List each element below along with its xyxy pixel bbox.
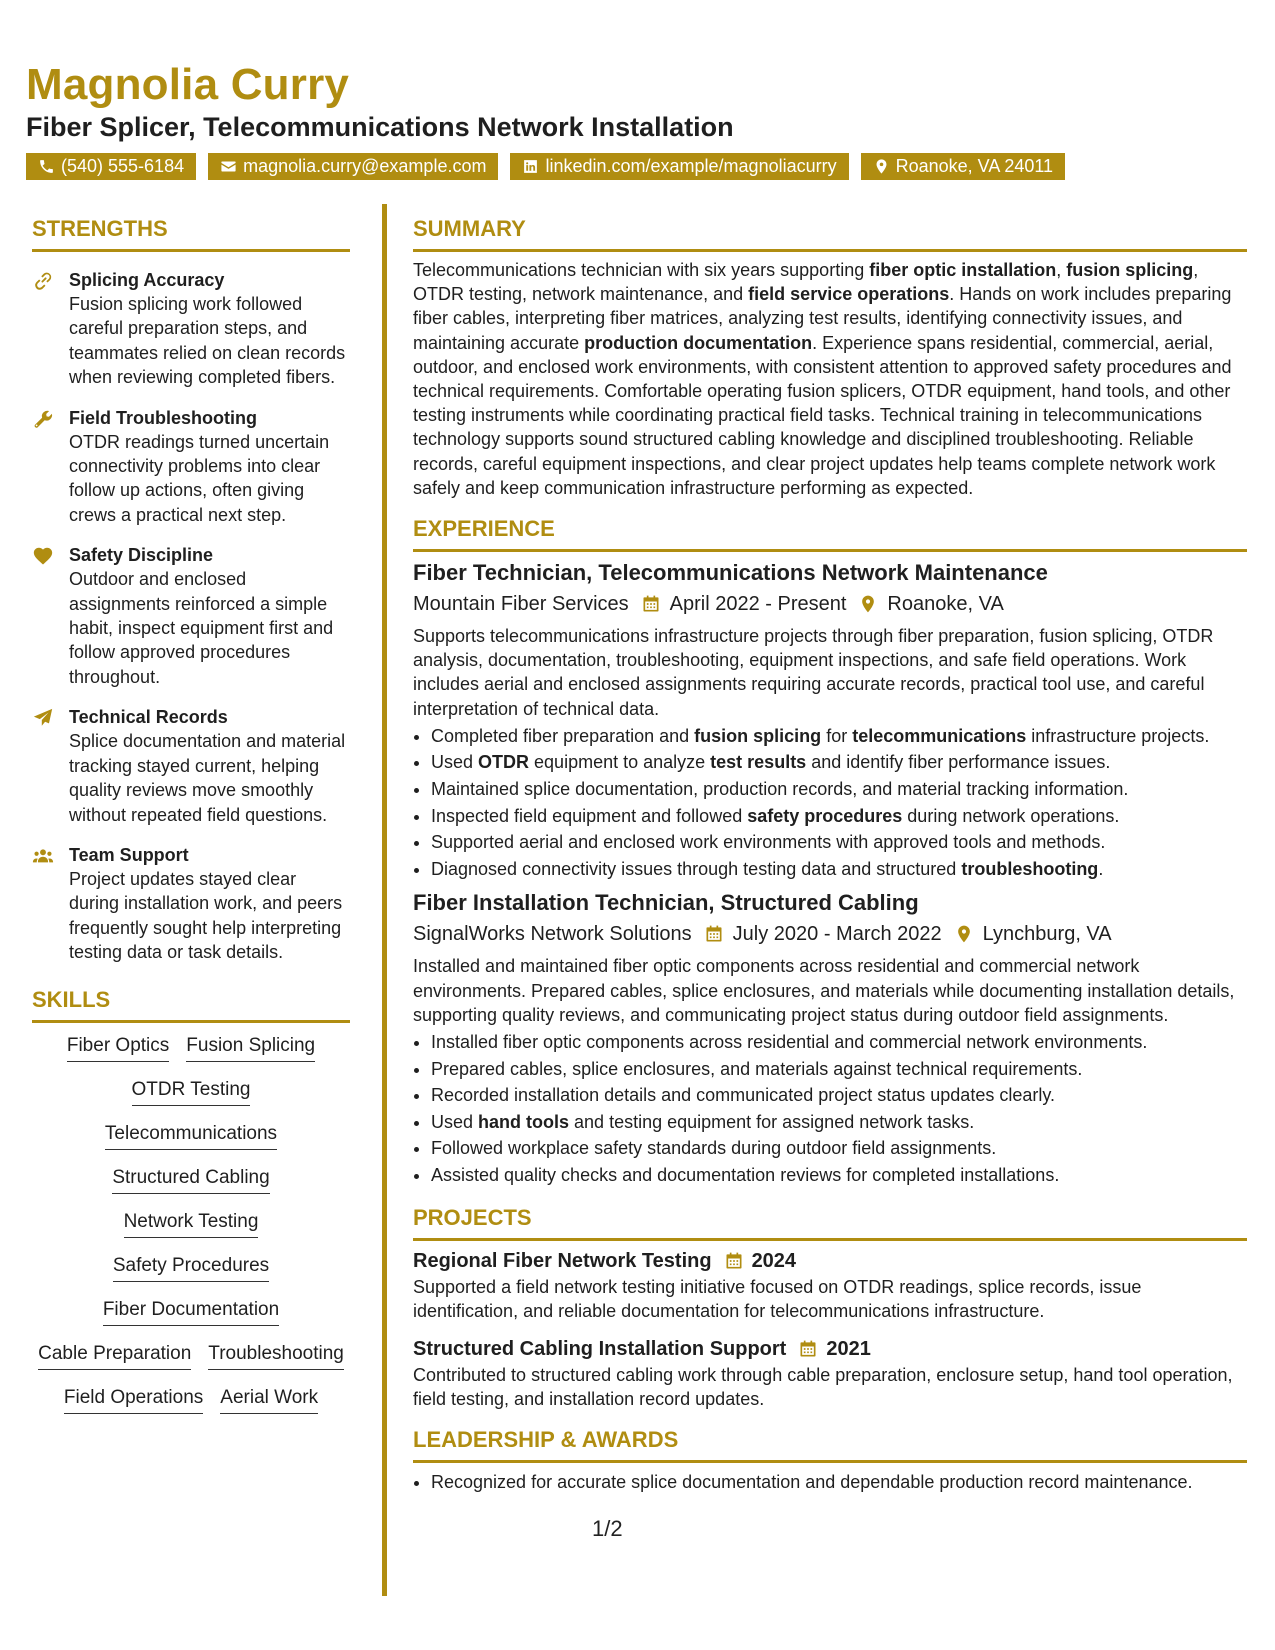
skills-section: [32, 985, 350, 1429]
skill-tag: Network Testing: [124, 1209, 259, 1238]
job-bullet: • Supported aerial and enclosed work environments with approved tools and methods.: [431, 829, 1247, 856]
left-column: [32, 214, 350, 1429]
strength-desc: Outdoor and enclosed assignments reinforced a simple habit, inspect equipment first and follow approved procedures throughout.: [69, 569, 334, 687]
project-title: Regional Fiber Network Testing: [413, 1249, 712, 1272]
resume-header: [26, 60, 1246, 180]
skill-tag: Telecommunications: [105, 1121, 277, 1150]
contact-location: [861, 153, 1065, 180]
bold-phrase: fusion splicing: [1066, 260, 1194, 280]
strengths-heading: STRENGTHS: [32, 216, 168, 241]
strengths-section: [32, 214, 350, 965]
phone-icon: [38, 158, 55, 175]
location-pin-icon: [954, 924, 974, 944]
bold-phrase: fiber optic installation: [869, 260, 1057, 280]
experience-heading: EXPERIENCE: [413, 516, 555, 542]
leadership-heading: LEADERSHIP & AWARDS: [413, 1427, 679, 1453]
job-bullet: • Used OTDR equipment to analyze test results and identify fiber performance issues.: [431, 749, 1247, 776]
contact-location-text: Roanoke, VA 24011: [895, 156, 1054, 176]
strength-title: Technical Records: [69, 707, 228, 728]
job-company: SignalWorks Network Solutions: [413, 923, 692, 946]
skill-tag: Troubleshooting: [208, 1341, 344, 1370]
skill-tag: Aerial Work: [220, 1385, 318, 1414]
strength-item: [32, 268, 350, 390]
page-number: 1/2: [592, 1516, 623, 1541]
calendar-icon: [724, 1251, 744, 1271]
bold-phrase: fusion splicing: [694, 725, 822, 746]
projects-heading: PROJECTS: [413, 1204, 532, 1230]
leadership-section: [413, 1425, 1247, 1496]
strength-desc: OTDR readings turned uncertain connectivity problems into clear follow up actions, often giving crews a practical next step.: [69, 431, 330, 525]
bold-phrase: telecommunications: [852, 725, 1027, 746]
strength-title: Field Troubleshooting: [69, 407, 257, 428]
job-bullet: • Installed fiber optic components across residential and commercial network environments.: [431, 1029, 1247, 1056]
job-location: Lynchburg, VA: [982, 923, 1112, 946]
strength-item: [32, 406, 350, 528]
link-icon: [32, 270, 54, 292]
job-description: Supports telecommunications infrastructure projects through fiber preparation, fusion splicing, OTDR analysis, documentation, troubleshooting, equipment inspections, and safe field operations. Work includes aerial and enclosed assignments requiring accurate records, practical tool use, and careful interpretation of technical data.: [413, 626, 1214, 719]
users-icon: [32, 845, 54, 867]
strength-item: [32, 705, 350, 827]
project-description: Contributed to structured cabling work through cable preparation, enclosure setup, hand tool operation, field testing, and installation record updates.: [413, 1364, 1233, 1410]
heart-icon: [32, 545, 54, 567]
bold-phrase: troubleshooting: [961, 858, 1099, 879]
column-divider: [382, 204, 387, 1596]
section-rule: [413, 1238, 1247, 1241]
projects-section: [413, 1203, 1247, 1412]
strength-title: Safety Discipline: [69, 545, 214, 566]
calendar-icon: [641, 594, 661, 614]
job-entry: [413, 558, 1247, 882]
section-rule: [32, 1020, 350, 1023]
right-column: [413, 214, 1247, 1496]
job-bullet: • Followed workplace safety standards during outdoor field assignments.: [431, 1135, 1247, 1162]
contact-email[interactable]: [208, 153, 498, 180]
paper-plane-icon: [32, 707, 54, 729]
contact-bar: [26, 153, 1246, 180]
job-title: Fiber Installation Technician, Structured Cabling: [413, 890, 919, 916]
skill-tag: Fusion Splicing: [186, 1033, 315, 1062]
strength-desc: Project updates stayed clear during installation work, and peers frequently sought help interpreting testing data or task details.: [69, 868, 343, 963]
leadership-list: [413, 1469, 1247, 1496]
project-entry: [413, 1335, 1247, 1411]
section-rule: [413, 249, 1247, 252]
project-title-row: [413, 1247, 1247, 1275]
project-description: Supported a field network testing initiative focused on OTDR readings, splice records, issue identification, and reliable documentation for telecommunications infrastructure.: [413, 1276, 1142, 1321]
job-meta: [413, 590, 1247, 618]
bold-phrase: safety procedures: [747, 805, 903, 826]
strength-item: [32, 843, 350, 965]
skills-list: [32, 1033, 350, 1429]
project-year: 2024: [751, 1249, 797, 1272]
bold-phrase: OTDR: [478, 752, 530, 773]
strength-title: Team Support: [69, 844, 189, 865]
job-title: Fiber Technician, Telecommunications Network Maintenance: [413, 560, 1048, 586]
job-bullet: • Maintained splice documentation, production records, and material tracking information.: [431, 776, 1247, 803]
bold-phrase: hand tools: [478, 1111, 570, 1132]
contact-phone-text: (540) 555-6184: [61, 156, 185, 176]
project-entry: [413, 1247, 1247, 1323]
job-company: Mountain Fiber Services: [413, 593, 629, 616]
job-bullet: • Completed fiber preparation and fusion splicing for telecommunications infrastructure projects.: [431, 723, 1247, 750]
summary-heading: SUMMARY: [413, 216, 526, 241]
section-rule: [32, 249, 350, 252]
contact-linkedin[interactable]: [510, 153, 848, 180]
strength-item: [32, 543, 350, 689]
skill-tag: Field Operations: [64, 1385, 203, 1414]
skill-tag: Fiber Documentation: [103, 1297, 279, 1326]
envelope-icon: [220, 158, 237, 175]
skills-heading: SKILLS: [32, 986, 111, 1012]
experience-section: [413, 514, 1247, 1189]
project-title-row: [413, 1335, 1247, 1363]
skill-tag: OTDR Testing: [132, 1077, 251, 1106]
candidate-name: Magnolia Curry: [26, 60, 350, 109]
job-bullet: • Recorded installation details and communicated project status updates clearly.: [431, 1082, 1247, 1109]
job-description: Installed and maintained fiber optic components across residential and commercial network environments. Prepared cables, splice enclosures, and materials while documenting installation details, supporting quality reviews, and communicating project status during outdoor field assignments.: [413, 956, 1235, 1025]
location-pin-icon: [858, 594, 878, 614]
bold-phrase: test results: [710, 752, 807, 773]
project-title: Structured Cabling Installation Support: [413, 1337, 787, 1360]
strength-desc: Fusion splicing work followed careful preparation steps, and teammates relied on clean records when reviewing completed fibers.: [69, 294, 346, 388]
job-bullet: • Used hand tools and testing equipment for assigned network tasks.: [431, 1109, 1247, 1136]
summary-section: [413, 214, 1247, 500]
calendar-icon: [704, 924, 724, 944]
calendar-icon: [798, 1339, 818, 1359]
location-pin-icon: [873, 158, 890, 175]
skill-tag: Structured Cabling: [112, 1165, 269, 1194]
section-rule: [413, 1460, 1247, 1463]
bold-phrase: field service operations: [748, 284, 950, 305]
job-bullet: • Diagnosed connectivity issues through testing data and structured troubleshooting.: [431, 856, 1247, 883]
job-meta: [413, 920, 1247, 948]
leadership-item: • Recognized for accurate splice documentation and dependable production record maintenance.: [431, 1469, 1247, 1496]
job-location: Roanoke, VA: [887, 593, 1004, 616]
skill-tag: Fiber Optics: [67, 1033, 169, 1062]
wrench-icon: [32, 408, 54, 430]
job-bullets: [413, 1029, 1247, 1189]
linkedin-icon: [522, 158, 539, 175]
job-bullet: • Inspected field equipment and followed safety procedures during network operations.: [431, 803, 1247, 830]
job-bullets: [413, 723, 1247, 883]
job-entry: [413, 888, 1247, 1188]
job-dates: April 2022 - Present: [669, 593, 847, 616]
strength-title: Splicing Accuracy: [69, 270, 225, 290]
contact-phone[interactable]: [26, 153, 196, 180]
section-rule: [413, 549, 1247, 552]
contact-email-text: magnolia.curry@example.com: [243, 156, 487, 176]
skill-tag: Safety Procedures: [113, 1253, 269, 1282]
job-bullet: • Prepared cables, splice enclosures, and materials against technical requirements.: [431, 1056, 1247, 1083]
job-bullet: • Assisted quality checks and documentation reviews for completed installations.: [431, 1162, 1247, 1189]
skill-tag: Cable Preparation: [38, 1341, 191, 1370]
summary-text: Telecommunications technician with six years supporting fiber optic installation, fusion splicing, OTDR testing, network maintenance, and field service operations. Hands on work includes preparing fiber cables, interpreting fiber matrices, analyzing test results, identifying connectivity issues, and maintaining accurate production documentation. Experience spans residential, commercial, aerial, outdoor, and enclosed work environments, with consistent attention to approved safety procedures and technical requirements. Comfortable operating fusion splicers, OTDR equipment, hand tools, and other testing instruments while coordinating practical field tasks. Technical training in telecommunications technology supports sound structured cabling knowledge and disciplined troubleshooting. Reliable records, careful equipment inspections, and clear project updates help teams complete network work safely and keep communication infrastructure performing as expected.: [413, 260, 1232, 498]
candidate-title: Fiber Splicer, Telecommunications Network Installation: [26, 112, 734, 142]
strength-desc: Splice documentation and material tracking stayed current, helping quality reviews move smoothly without repeated field questions.: [69, 731, 346, 825]
bold-phrase: production documentation: [584, 332, 813, 353]
job-dates: July 2020 - March 2022: [732, 923, 942, 946]
contact-linkedin-text: linkedin.com/example/magnoliacurry: [545, 156, 837, 176]
project-year: 2021: [826, 1337, 871, 1360]
